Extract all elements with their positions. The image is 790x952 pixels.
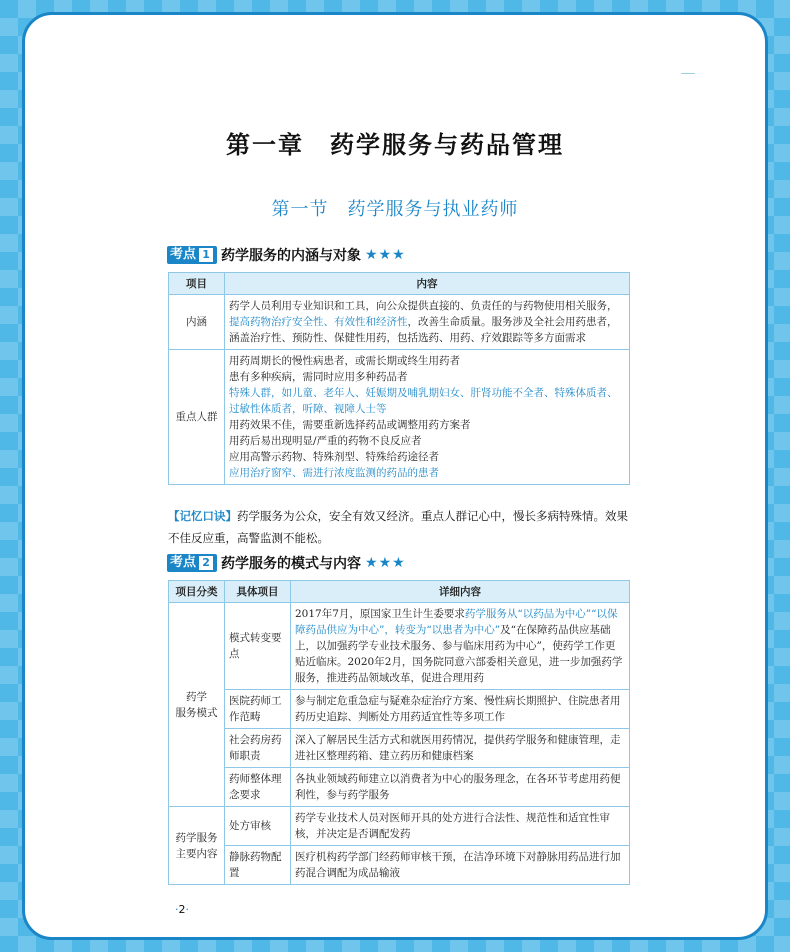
- star-rating-icon: ★★★: [365, 247, 406, 263]
- item-content: 参与制定危重急症与疑难杂症治疗方案、慢性病长期照护、住院患者用药历史追踪、判断处方用药适宜性等多项工作: [291, 690, 630, 729]
- corner-mark: [681, 73, 695, 74]
- group-label: 药学服务 主要内容: [169, 807, 225, 885]
- table-row: [169, 690, 630, 729]
- group-label: 药学 服务模式: [169, 603, 225, 807]
- table-header-row: [169, 273, 630, 295]
- memory-mnemonic: 【记忆口诀】药学服务为公众，安全有效又经济。重点人群记心中，慢长多病特殊情。效果不佳反应重，高警监测不能松。: [168, 509, 628, 545]
- table-row: [169, 846, 630, 885]
- item-label: 处方审核: [225, 807, 291, 846]
- item-content: 深入了解居民生活方式和就医用药情况，提供药学服务和健康管理，走进社区整理药箱、建立药历和健康档案: [291, 729, 630, 768]
- item-content: 2017年7月，原国家卫生计生委要求药学服务从“以药品为中心”“以保障药品供应为中心”，转变为“以患者为中心”及“在保障药品供应基础上，以加强药学专业技术服务、参与临床用药为中心”，使药学工作更贴近临床。2020年2月，国务院同意六部委相关意见，进一步加强药学服务，推进药品领域改革，促进合理用药: [291, 603, 630, 690]
- item-content: 医疗机构药学部门经药师审核干预，在洁净环境下对静脉用药品进行加药混合调配为成品输液: [291, 846, 630, 885]
- item-label: 静脉药物配置: [225, 846, 291, 885]
- kp-tag: 考点 2: [167, 554, 217, 572]
- table-service-scope: [168, 272, 630, 485]
- star-rating-icon: ★★★: [365, 555, 406, 571]
- knowledge-point-2-heading: [167, 553, 406, 573]
- kp-title: 药学服务的模式与内容: [221, 556, 362, 572]
- item-label: 模式转变要点: [225, 603, 291, 690]
- row-content: 用药周期长的慢性病患者，或需长期或终生用药者 患有多种疾病，需同时应用多种药品者 特殊人群，如儿童、老年人、妊娠期及哺乳期妇女、肝肾功能不全者、特殊体质者、过敏性体质者，听障、视障人士等 用药效果不佳，需要重新选择药品或调整用药方案者 用药后易出现明显/严重的药物不良反应者 应用高警示药物、特殊剂型、特殊给药途径者 应用治疗窗窄、需进行浓度监测的药品的患者: [225, 350, 630, 485]
- knowledge-point-1-heading: [167, 245, 406, 265]
- table-row: [169, 603, 630, 690]
- table-row: [169, 807, 630, 846]
- item-label: 社会药房药师职责: [225, 729, 291, 768]
- header-cell: 详细内容: [291, 581, 630, 603]
- header-cell: 具体项目: [225, 581, 291, 603]
- item-label: 药师整体理念要求: [225, 768, 291, 807]
- item-content: 药学专业技术人员对医师开具的处方进行合法性、规范性和适宜性审核，并决定是否调配发药: [291, 807, 630, 846]
- table-row: [169, 295, 630, 350]
- table-service-mode: [168, 580, 630, 885]
- page: [22, 12, 768, 940]
- page-number: ·2·: [175, 903, 189, 916]
- row-label: 重点人群: [169, 350, 225, 485]
- header-cell: 项目分类: [169, 581, 225, 603]
- header-cell: 内容: [225, 273, 630, 295]
- section-title: 第一节 药学服务与执业药师: [271, 199, 519, 220]
- item-label: 医院药师工作范畴: [225, 690, 291, 729]
- header-cell: 项目: [169, 273, 225, 295]
- table-row: [169, 729, 630, 768]
- table-row: [169, 768, 630, 807]
- row-label: 内涵: [169, 295, 225, 350]
- chapter-title: 第一章 药学服务与药品管理: [226, 130, 564, 159]
- table-header-row: [169, 581, 630, 603]
- kp-tag: 考点 1: [167, 246, 217, 264]
- item-content: 各执业领域药师建立以消费者为中心的服务理念，在各环节考虑用药便利性，参与药学服务: [291, 768, 630, 807]
- table-row: [169, 350, 630, 485]
- row-content: 药学人员利用专业知识和工具，向公众提供直接的、负责任的与药物使用相关服务，提高药物治疗安全性、有效性和经济性，改善生命质量。服务涉及全社会用药患者，涵盖治疗性、预防性、保健性用药，包括选药、用药、疗效跟踪等多方面需求: [225, 295, 630, 350]
- kp-title: 药学服务的内涵与对象: [221, 248, 362, 264]
